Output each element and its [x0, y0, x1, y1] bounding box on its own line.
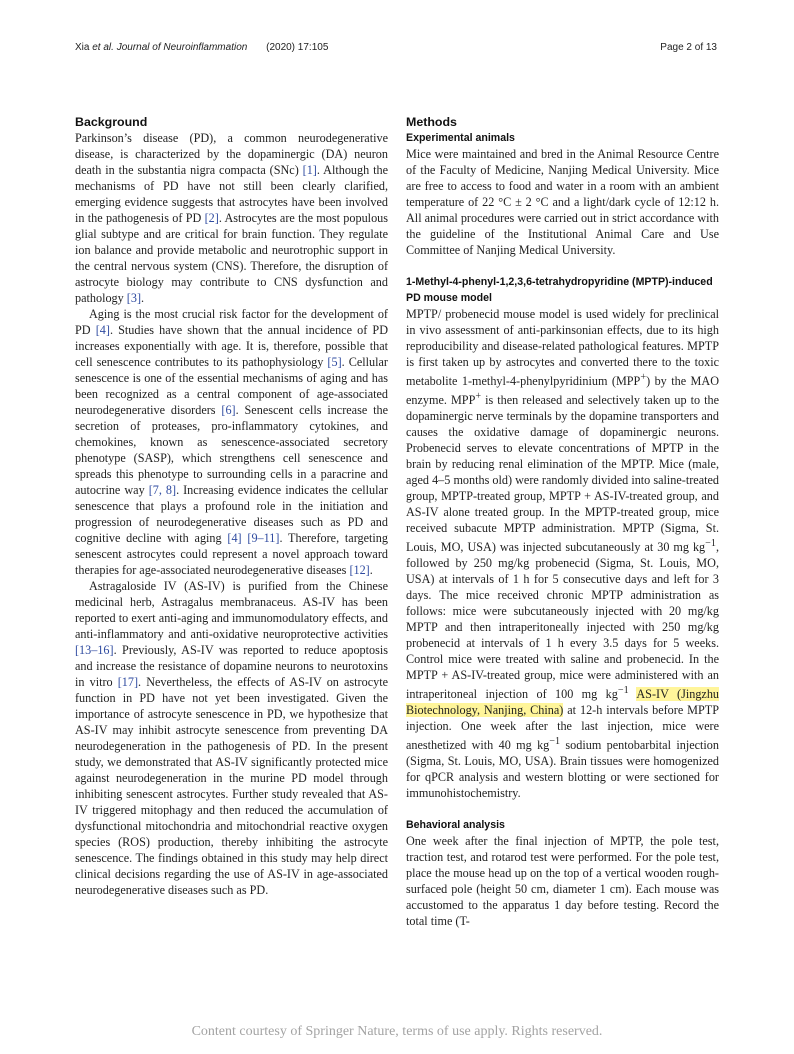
ref-link[interactable]: [7, 8]: [148, 483, 177, 497]
ref-link[interactable]: [5]: [327, 355, 342, 369]
left-column: [75, 114, 388, 898]
background-paragraph-3: Astragaloside IV (AS-IV) is purified from the Chinese medicinal herb, Astragalus membranaceus. AS-IV has been reported to exert anti-aging and immunomodulatory effects, and anti-inflammatory and anti-oxidative neuroprotective activities [13–16]. Previously, AS-IV was reported to reduce apoptosis and increase the resistance of dopamine neurons to neurotoxins in vitro [17]. Nevertheless, the effects of AS-IV on astrocyte function in PD have not yet been investigated. Given the importance of astrocyte senescence in PD, we hypothesize that AS-IV may inhibit astrocyte senescence from preventing DA neurodegeneration in the pathogenesis of PD. In the present study, we demonstrated that AS-IV significantly protected mice against neurodegeneration in the murine PD model through inhibiting senescent astrocytes. Further study revealed that AS-IV triggered mitophagy and then reduced the accumulation of dysfunctional mitochondria and mitochondrial reactive oxygen species (ROS) production, thereby inhibiting the astrocyte senescence. The findings obtained in this study may help direct clinical decisions regarding the use of AS-IV in age-associated neurodegenerative diseases such as PD.: [75, 579, 388, 897]
behavioral-analysis-heading: Behavioral analysis: [406, 819, 505, 832]
background-paragraph-1: Parkinson’s disease (PD), a common neurodegenerative disease, is characterized by the dopaminergic (DA) neuron death in the substantia nigra compacta (SNc) [1]. Although the mechanisms of PD have not still been clearly clarified, emerging evidence suggests that astrocytes have been involved in the pathogenesis of PD [2]. Astrocytes are the most populous glial subtype and are critical for brain function. They regulate ion balance and provide metabolic and neurotrophic support in the central nervous system (CNS). Therefore, the disruption of astrocyte biology may contribute to CNS dysfunction and pathology [3].: [75, 131, 388, 305]
header-journal: Journal of Neuroinflammation: [113, 42, 248, 53]
ref-link[interactable]: [6]: [221, 403, 236, 417]
ref-link[interactable]: [13–16]: [75, 643, 114, 657]
behavioral-analysis-text: One week after the final injection of MPTP, the pole test, traction test, and rotarod test were performed. For the pole test, place the mouse head up on the top of a vertical wooden rough-surfaced pole (height 50 cm, diameter 1 cm). Each mouse was accustomed to the apparatus 1 day before testing. Record the total time (T-: [406, 834, 719, 929]
ref-link[interactable]: [2]: [204, 211, 219, 225]
right-column: [406, 114, 719, 929]
ref-link[interactable]: [4]: [227, 531, 242, 545]
background-heading: Background: [75, 115, 148, 129]
ref-link[interactable]: [1]: [302, 163, 317, 177]
page-number: Page 2 of 13: [660, 42, 717, 53]
mptp-model-heading: 1-Methyl-4-phenyl-1,2,3,6-tetrahydropyridine (MPTP)-induced PD mouse model: [406, 276, 713, 304]
header-authors: Xia: [75, 42, 93, 53]
ref-link[interactable]: [3]: [126, 291, 142, 305]
experimental-animals-text: Mice were maintained and bred in the Animal Resource Centre of the Faculty of Medicine, Nanjing Medical University. Mice are free to access to food and water in a room with an ambient temperature of 22 °C ± 2 °C and a light/dark cycle of 12:12 h. All animal procedures were carried out in strict accordance with the guideline of the Institutional Animal Care and Use Committee of Nanjing Medical University.: [406, 147, 720, 257]
background-paragraph-2: Aging is the most crucial risk factor for the development of PD [4]. Studies have shown that the annual incidence of PD increases exponentially with age. It is, therefore, possible that cell senescence contributes to its pathophysiology [5]. Cellular senescence is one of the essential mechanisms of aging and has been recognized as a central component of age-associated neurodegenerative disorders [6]. Senescent cells increase the secretion of proteases, pro-inflammatory cytokines, and chemokines, known as senescence-associated secretory phenotype (SASP), which strengthens cell senescence and spreads this phenotype to surrounding cells in a paracrine and autocrine way [7, 8]. Increasing evidence indicates the cellular senescence that plays a profound role in the initiation and progression of neurodegenerative diseases such as PD and cognitive decline with aging [4] [9–11]. Therefore, targeting senescent astrocytes could represent a novel approach toward therapies for age-associated neurodegenerative diseases [12].: [75, 307, 388, 577]
ref-link[interactable]: [12]: [349, 563, 370, 577]
methods-heading: Methods: [406, 115, 457, 129]
highlighted-text[interactable]: AS-IV (Jingzhu Biotechnology, Nanjing, China): [406, 687, 720, 718]
running-header: [75, 42, 328, 53]
ref-link[interactable]: [17]: [117, 675, 139, 689]
experimental-animals-heading: Experimental animals: [406, 132, 515, 144]
ref-link[interactable]: [9–11]: [247, 531, 280, 545]
mptp-model-text: MPTP/ probenecid mouse model is used widely for preclinical in vivo assessment of anti-parkinsonian effects, due to its high reproducibility and disease-related pathological features. MPTP is first taken up by astrocytes and converted there to the toxic metabolite 1-methyl-4-phenylpyridinium (MPP+) by the MAO enzyme. MPP+ is then released and selectively taken up to the dopaminergic nerve terminals by the dopamine transporters and causes the oxidative damage of dopaminergic neurons. Probenecid serves to elevate concentrations of MPTP in the brain by reducing renal elimination of the MPTP. Mice (male, aged 4–5 months old) were randomly divided into saline-treated group, MPTP-treated group, MPTP + AS-IV-treated group, and AS-IV alone treated group. In the MPTP-treated group, mice received subacute MPTP administration. MPTP (Sigma, St. Louis, MO, USA) was injected subcutaneously at 30 mg $kg^{-1}$, followed by 250 mg/kg probenecid (Sigma, St. Louis, MO, USA) at intervals of 1 h for 5 consecutive days and left for 3 days. The mice received chronic MPTP administration as follows: mice were subcutaneously injected with 20 mg/kg MPTP and then intraperitoneally injected with 250 mg/kg probenecid at intervals of 1 h every 3.5 days for 5 weeks. Control mice were treated with saline and probenecid. In the MPTP + AS-IV-treated group, mice were administered with an intraperitoneal injection of 100 mg $kg^{-1}$ AS-IV (Jingzhu Biotechnology, Nanjing, China) at 12-h intervals before MPTP injection. One week after the last injection, mice were anesthetized with 40 mg $kg^{-1}$ sodium pentobarbital injection (Sigma, St. Louis, MO, USA). Brain tissues were homogenized for qPCR analysis and western blotting or were sectioned for immunohistochemistry.: [406, 307, 720, 801]
header-year-volume: (2020) 17:105: [266, 42, 329, 53]
ref-link[interactable]: [4]: [95, 323, 110, 337]
header-etal: et al.: [92, 42, 114, 53]
copyright-footer: Content courtesy of Springer Nature, terms of use apply. Rights reserved.: [191, 1024, 603, 1039]
